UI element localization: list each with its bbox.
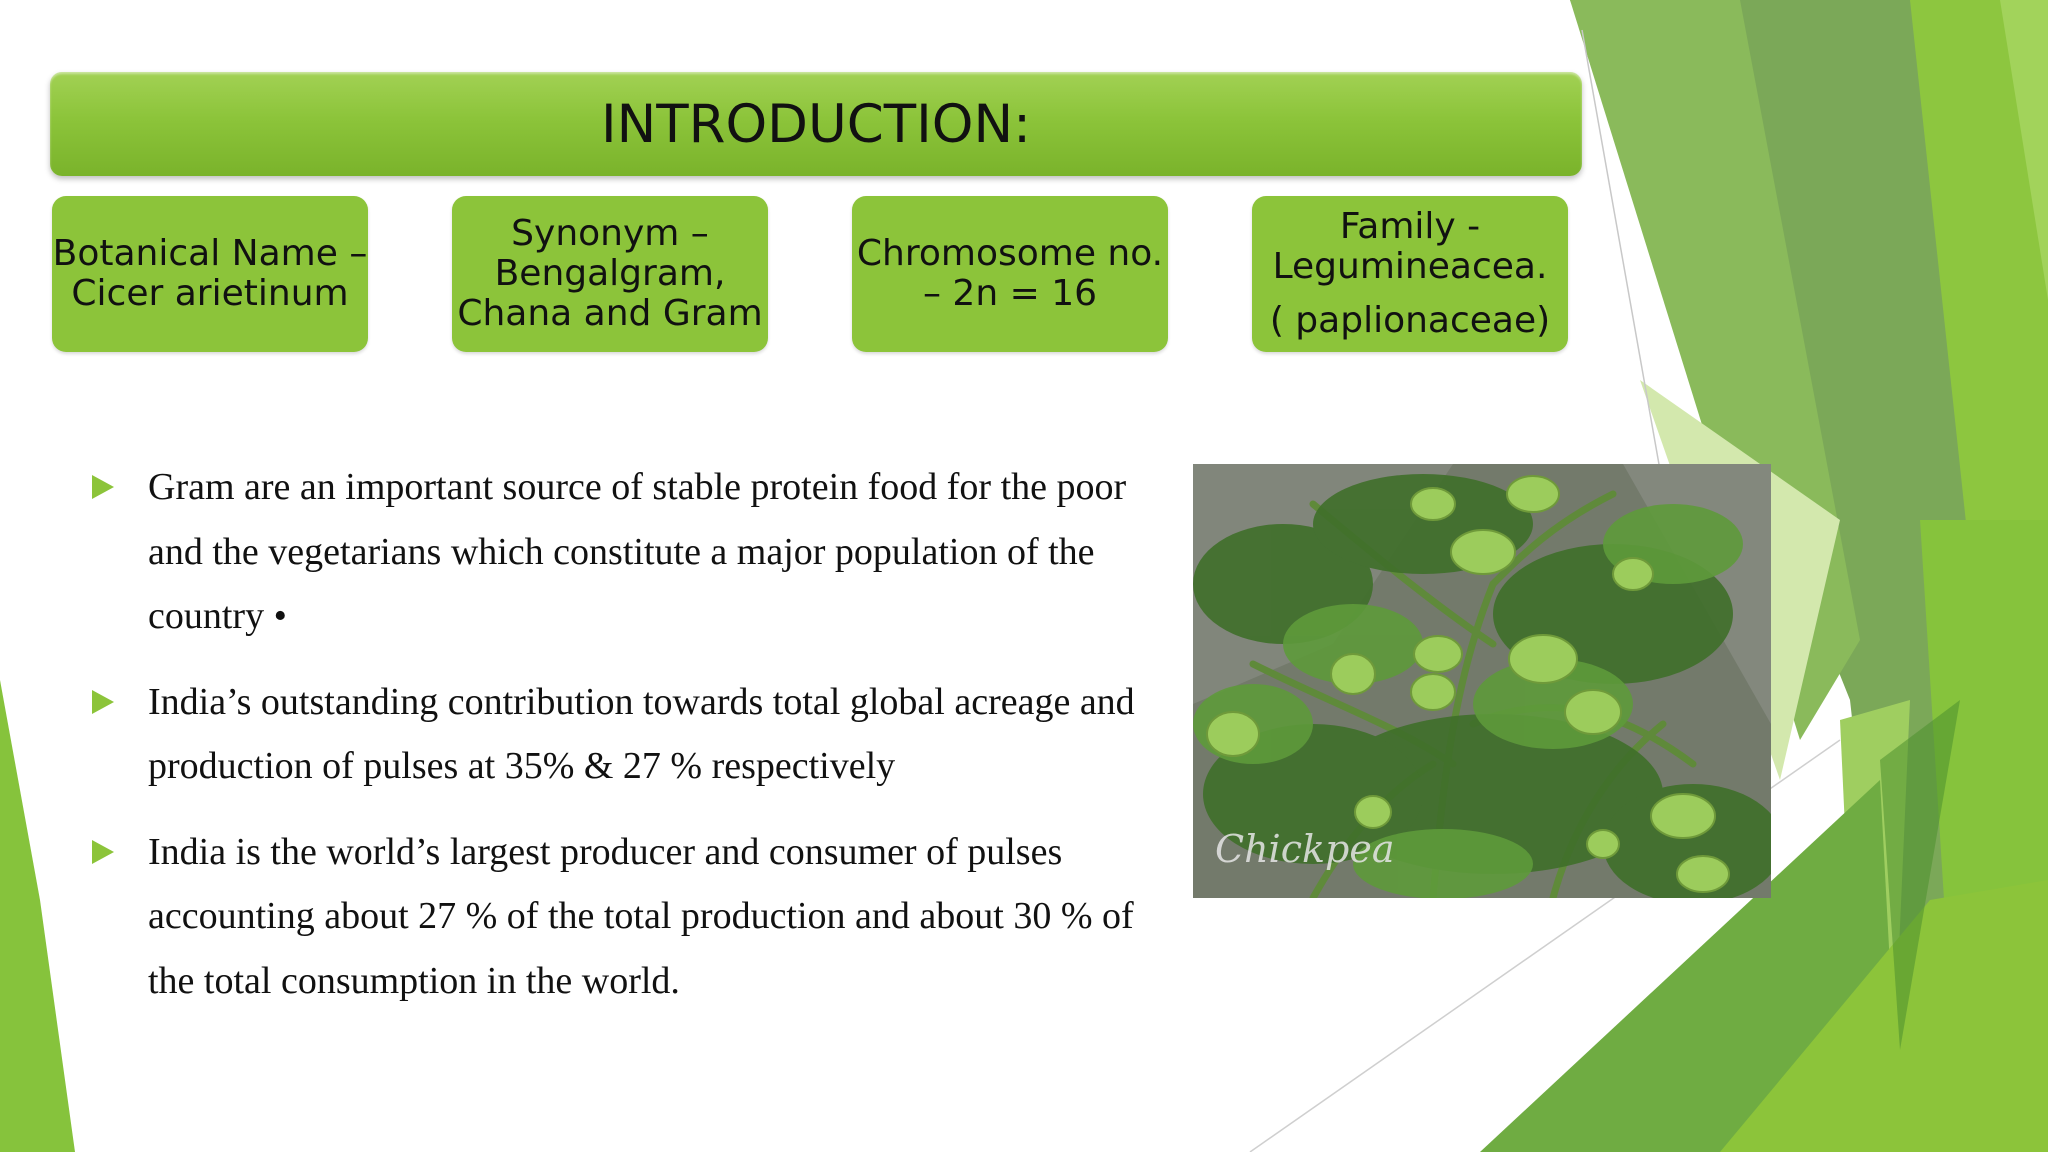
box-text: ( paplionaceae) [1269,300,1551,341]
box-text: Legumineacea. [1272,246,1548,287]
box-text: Chromosome no. [856,233,1164,274]
box-text: Family - [1339,206,1481,247]
box-text: Synonym – [511,213,709,254]
chromosome-box [852,196,1168,352]
box-text: – 2n = 16 [922,273,1098,314]
family-box [1252,196,1568,352]
box-text: Botanical Name – [52,233,368,274]
bullet-item [92,455,1172,649]
bullet-item [92,820,1172,1014]
bullet-arrow-icon [92,690,114,714]
box-text: Bengalgram, [494,253,726,294]
botanical-name-box [52,196,368,352]
box-text: Cicer arietinum [71,273,349,314]
slide-title: INTRODUCTION: [600,93,1032,155]
photo-caption: Chickpea [1215,827,1395,871]
bullet-text: India’s outstanding contribution towards total global acreage and production of pulses at 35% & 27 % respectively [148,680,1135,787]
title-banner [50,72,1582,176]
bullet-item [92,670,1172,799]
bullet-arrow-icon [92,840,114,864]
bullet-list [92,455,1172,1034]
bullet-text: Gram are an important source of stable protein food for the poor and the vegetarians which constitute a major population of the country • [148,466,1127,637]
bullet-text: India is the world’s largest producer and consumer of pulses accounting about 27 % of the total production and about 30 % of the total consumption in the world. [148,830,1134,1002]
bullet-arrow-icon [92,475,114,499]
chickpea-photo [1193,464,1771,898]
box-text: Chana and Gram [457,293,763,334]
synonym-box [452,196,768,352]
